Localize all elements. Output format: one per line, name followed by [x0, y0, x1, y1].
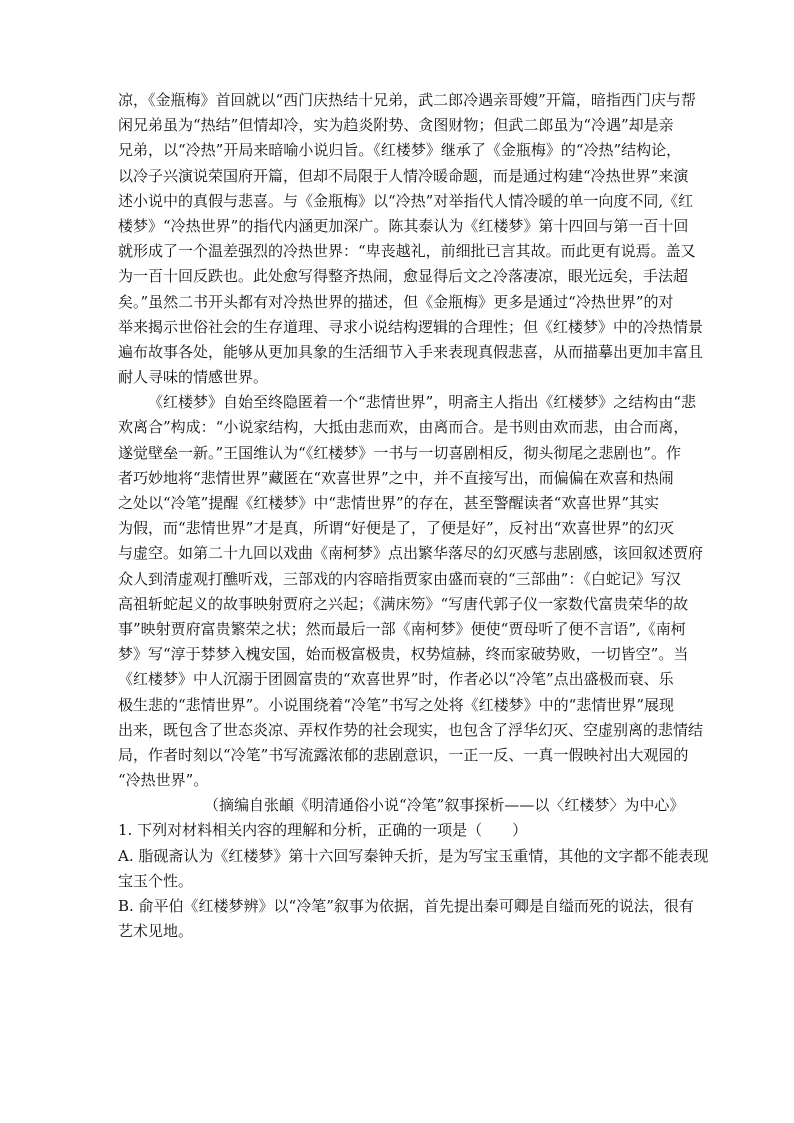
text-line: 梦》写“淳于棼梦入槐安国，始而极富极贵，权势煊赫，终而家破势败，一切皆空”。当	[118, 645, 689, 664]
text-line: 者巧妙地将“悲情世界”藏匿在“欢喜世界”之中，并不直接写出，而偏偏在欢喜和热闹	[118, 468, 674, 487]
option-a-line: 宝玉个性。	[118, 871, 194, 890]
text-line: 凉，《金瓶梅》首回就以“西门庆热结十兄弟，武二郎冷遇亲哥嫂”开篇，暗指西门庆与帮	[118, 91, 696, 109]
option-b[interactable]	[118, 896, 694, 942]
text-line: 述小说中的真假与悲喜。与《金瓶梅》以“冷热”对举指代人情冷暖的单一向度不同,《红	[118, 191, 694, 210]
text-line: 众人到清虚观打醮听戏，三部戏的内容暗指贾家由盛而衰的“三部曲”：《白蛇记》写汉	[118, 569, 681, 588]
question-block	[118, 820, 709, 942]
text-line: 出来，既包含了世态炎凉、弄权作势的社会现实，也包含了浮华幻灭、空虚别离的悲情结	[118, 720, 704, 739]
text-line: 极生悲的“悲情世界”。小说围绕着“冷笔”书写之处将《红楼梦》中的“悲情世界”展现	[118, 695, 675, 714]
source-citation: （摘编自张頔《明清通俗小说“冷笔”叙事探析——以〈红楼梦〉为中心》	[204, 796, 685, 815]
option-b-line: 艺术见地。	[118, 922, 194, 941]
text-line: 高祖斩蛇起义的故事映射贾府之兴起；《满床笏》“写唐代郭子仪一家数代富贵荣华的故	[118, 594, 689, 613]
text-line: 局，作者时刻以“冷笔”书写流露浓郁的悲剧意识，一正一反、一真一假映衬出大观园的	[118, 745, 689, 764]
text-line: 为假，而“悲情世界”才是真，所谓“好便是了，了便是好”，反衬出“欢喜世界”的幻灭	[118, 519, 675, 538]
document-page	[118, 90, 709, 946]
text-line: 与虚空。如第二十九回以戏曲《南柯梦》点出繁华落尽的幻灭感与悲剧感，该回叙述贾府	[118, 544, 704, 563]
question-stem: 1. 下列对材料相关内容的理解和分析，正确的一项是（ ）	[118, 821, 528, 840]
option-b-line: B. 俞平伯《红楼梦辨》以“冷笔”叙事为依据，首先提出秦可卿是自缢而死的说法，很有	[118, 897, 694, 915]
text-line: 《红楼梦》自始至终隐匿着一个“悲情世界”，明斋主人指出《红楼梦》之结构由“悲	[148, 393, 697, 412]
text-line: 遍布故事各处，能够从更加具象的生活细节入手来表现真假悲喜，从而描摹出更加丰富且	[118, 342, 704, 361]
text-line: 欢离合”构成：“小说家结构，大抵由悲而欢，由离而合。是书则由欢而悲，由合而离，	[118, 418, 689, 437]
option-a[interactable]	[118, 846, 709, 892]
text-line: 为一百十回反跌也。此处愈写得整齐热闹，愈显得后文之冷落凄凉，眼光远矣，手法超	[118, 267, 689, 286]
text-line: 兄弟，以“冷热”开局来暗喻小说归旨。《红楼梦》继承了《金瓶梅》的“冷热”结构论，	[118, 141, 682, 160]
paragraph-cold-hot-world	[118, 90, 704, 388]
text-line: 耐人寻味的情感世界。	[118, 368, 269, 387]
option-a-line: A. 脂砚斋认为《红楼梦》第十六回写秦钟夭折，是为写宝玉重情，其他的文字都不能表现	[118, 846, 709, 865]
text-line: 事”映射贾府富贵繁荣之状；然而最后一部《南柯梦》便使“贾母听了便不言语”,《南柯	[118, 619, 686, 638]
text-line: 之处以“冷笔”提醒《红楼梦》中“悲情世界”的存在，甚至警醒读者“欢喜世界”其实	[118, 494, 660, 512]
text-line: 楼梦》“冷热世界”的指代内涵更加深广。陈其泰认为《红楼梦》第十四回与第一百十回	[118, 216, 689, 235]
text-line: 矣。”虽然二书开头都有对冷热世界的描述，但《金瓶梅》更多是通过“冷热世界”的对	[118, 292, 674, 311]
text-line: 举来揭示世俗社会的生存道理、寻求小说结构逻辑的合理性；但《红楼梦》中的冷热情景	[118, 317, 704, 336]
text-line: 以冷子兴演说荣国府开篇，但却不局限于人情冷暖命题，而是通过构建“冷热世界”来演	[118, 166, 689, 185]
paragraph-sad-world	[118, 392, 704, 791]
text-line: 就形成了一个温差强烈的冷热世界：“卑丧越礼，前细批已言其故。而此更有说焉。盖又	[118, 242, 696, 261]
text-line: 闲兄弟虽为“热结”但情却冷，实为趋炎附势、贪图财物；但武二郎虽为“冷遇”却是亲	[118, 116, 674, 135]
text-line: 遂觉壁垒一新。”王国维认为“《红楼梦》一书与一切喜剧相反，彻头彻尾之悲剧也”。作	[118, 443, 682, 462]
text-line: 《红楼梦》中人沉溺于团圆富贵的“欢喜世界”时，作者必以“冷笔”点出盛极而衰、乐	[118, 670, 674, 689]
text-line: “冷热世界”。	[118, 771, 209, 790]
